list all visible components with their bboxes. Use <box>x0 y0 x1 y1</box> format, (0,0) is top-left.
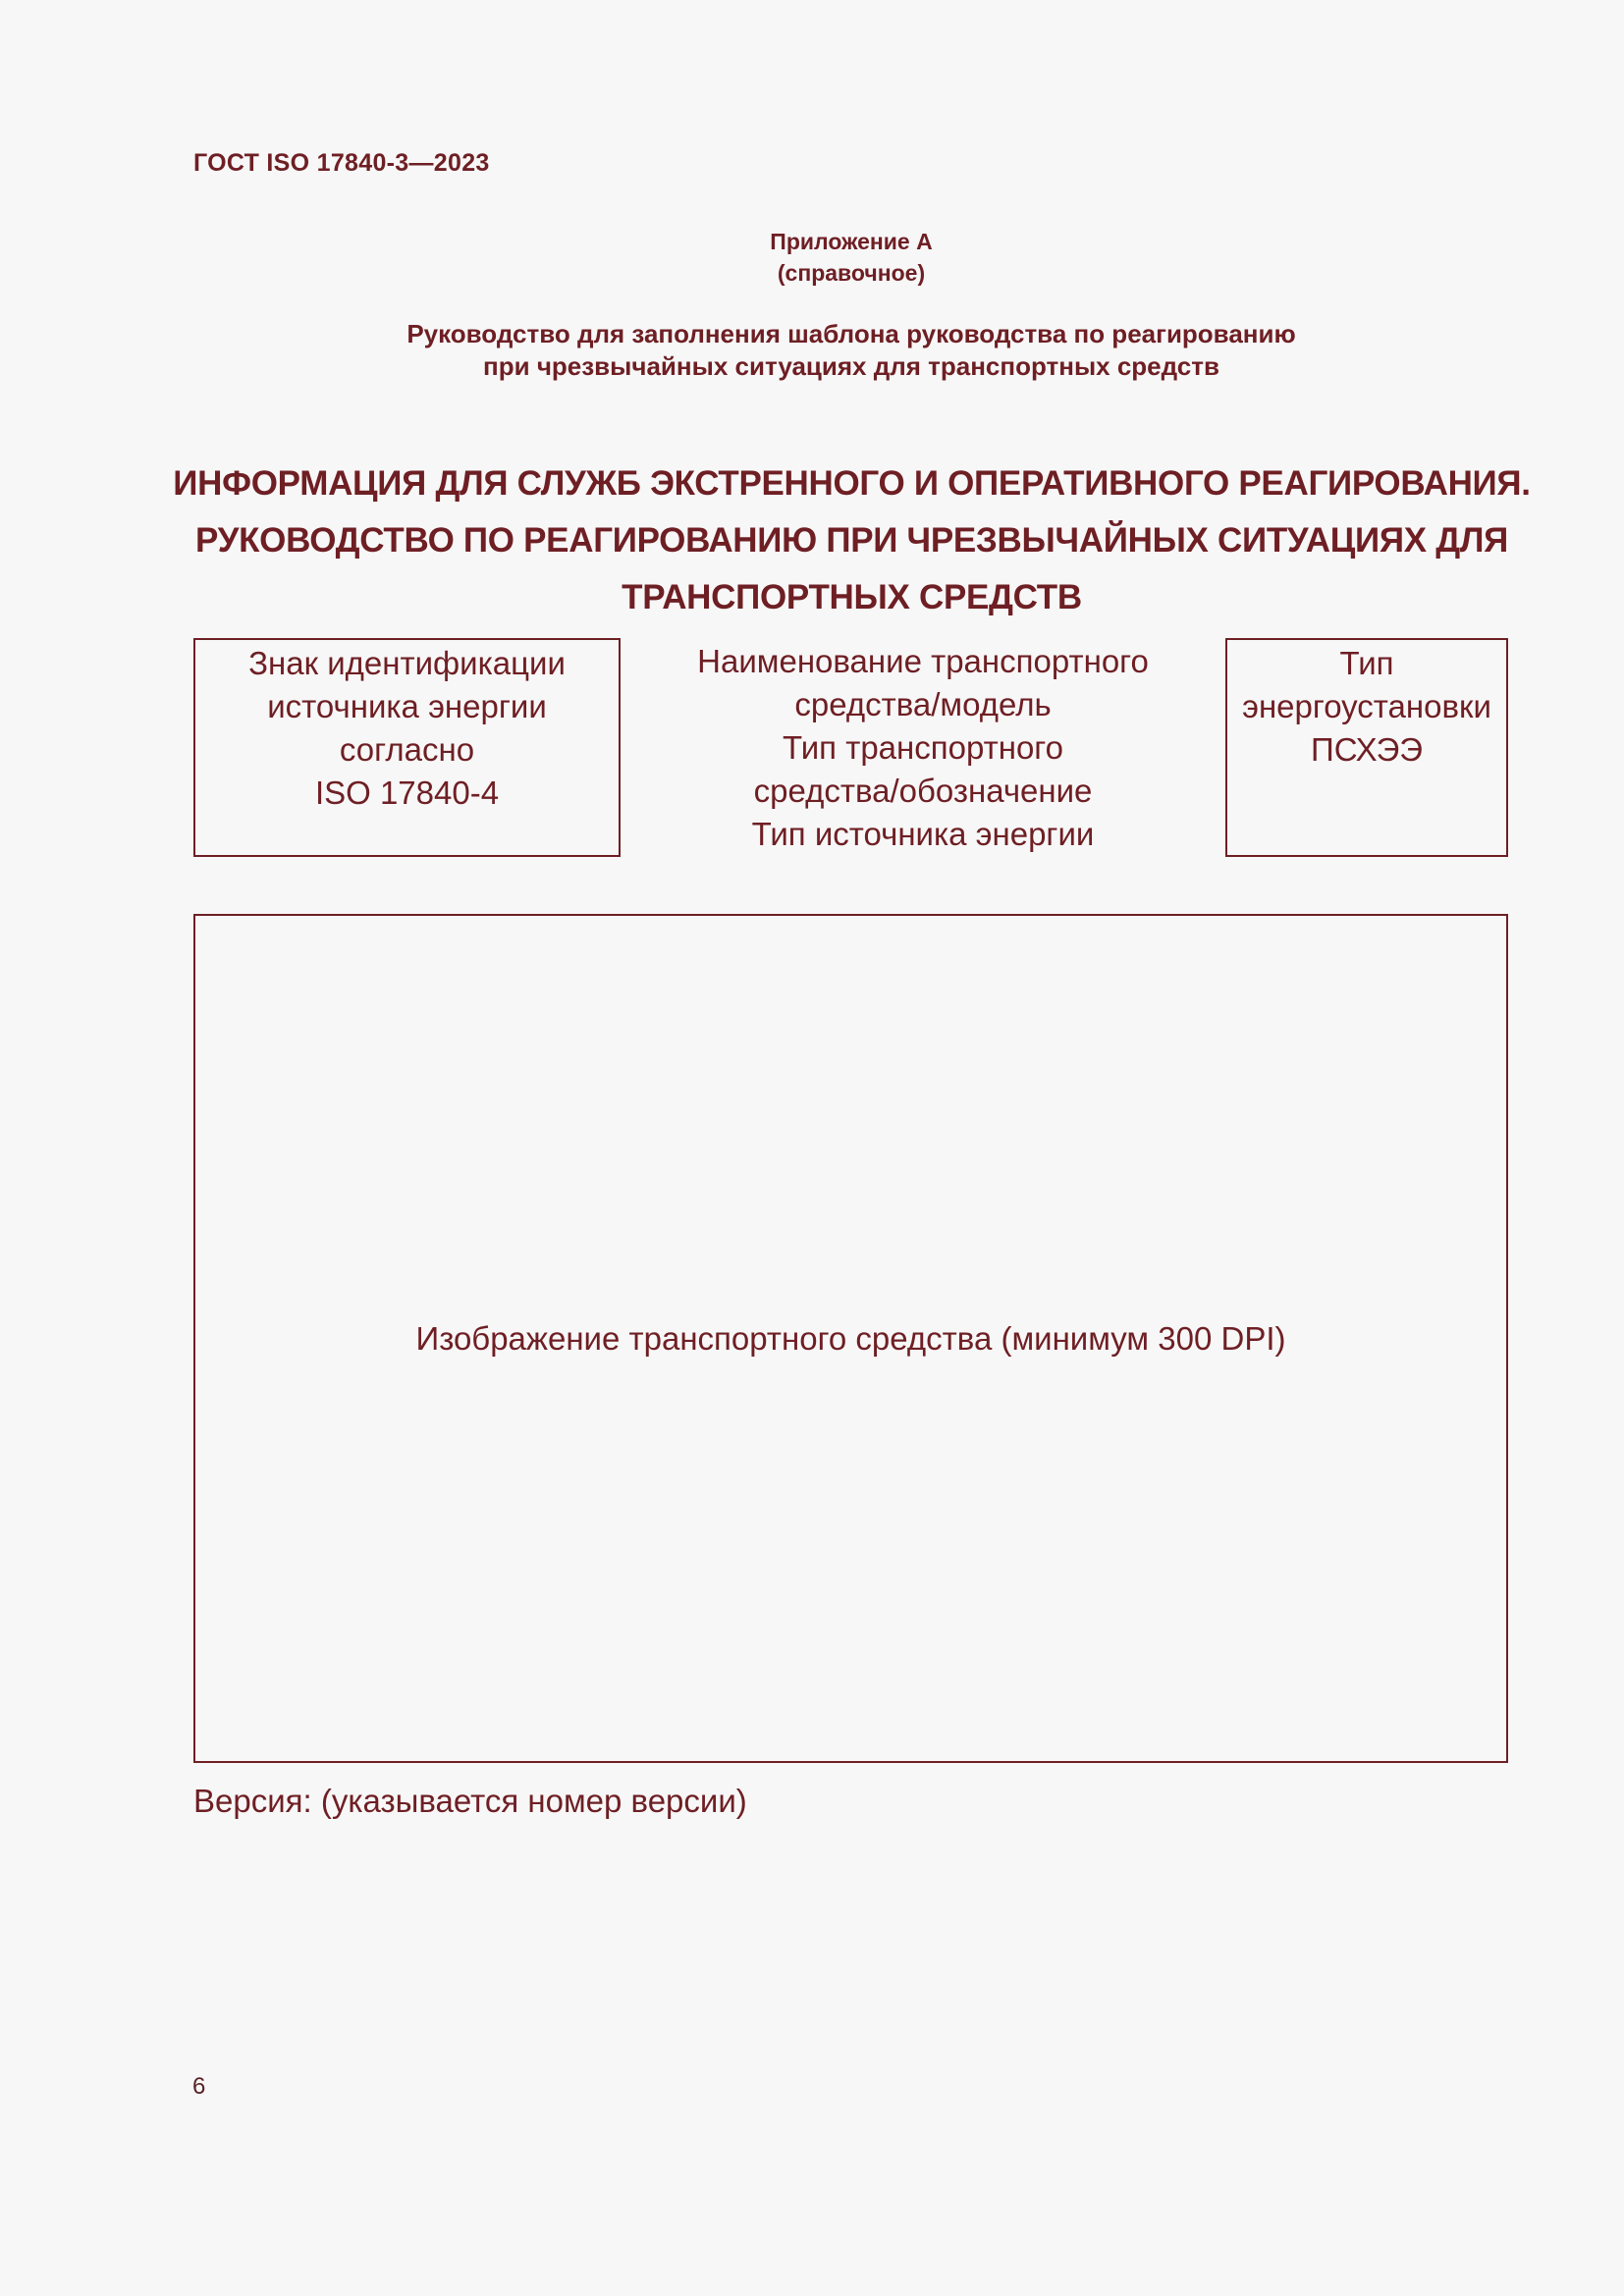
vehicle-info-line: средства/обозначение <box>753 773 1093 809</box>
energy-id-line: ISO 17840-4 <box>314 774 500 811</box>
energy-id-line: источника энергии <box>267 688 547 724</box>
power-plant-line: ПСХЭЭ <box>1310 731 1424 768</box>
annex-type: (справочное) <box>777 260 926 286</box>
guide-title-line-1: Руководство для заполнения шаблона руководства по реагированию <box>406 319 1296 348</box>
energy-id-line: согласно <box>339 731 475 768</box>
energy-id-line: Знак идентификации <box>248 645 566 681</box>
power-plant-box <box>1225 638 1508 857</box>
main-heading <box>167 455 1537 626</box>
main-heading-line-1: ИНФОРМАЦИЯ ДЛЯ СЛУЖБ ЭКСТРЕННОГО И ОПЕРАТИВНОГО РЕАГИРОВАНИЯ. <box>173 464 1531 503</box>
power-plant-line: энергоустановки <box>1242 688 1491 724</box>
guide-title <box>0 318 1624 383</box>
power-plant-line: Тип <box>1339 645 1394 681</box>
guide-title-line-2: при чрезвычайных ситуациях для транспортных средств <box>483 351 1219 381</box>
main-heading-line-3: ТРАНСПОРТНЫХ СРЕДСТВ <box>622 578 1082 616</box>
vehicle-image-caption: Изображение транспортного средства (минимум 300 DPI) <box>415 1319 1286 1357</box>
vehicle-info-line: Тип транспортного <box>783 729 1063 766</box>
version-line: Версия: (указывается номер версии) <box>193 1783 747 1819</box>
vehicle-image-placeholder <box>193 914 1508 1763</box>
page-number: 6 <box>192 2073 206 2100</box>
main-heading-line-2: РУКОВОДСТВО ПО РЕАГИРОВАНИЮ ПРИ ЧРЕЗВЫЧАЙНЫХ СИТУАЦИЯХ ДЛЯ <box>195 521 1508 560</box>
vehicle-info-line: средства/модель <box>794 686 1052 722</box>
vehicle-info-line: Наименование транспортного <box>697 643 1149 679</box>
energy-id-sign-box <box>193 638 621 857</box>
vehicle-info-block <box>628 638 1218 859</box>
annex-heading <box>0 226 1624 289</box>
annex-title: Приложение А <box>770 229 933 254</box>
document-code: ГОСТ ISO 17840-3—2023 <box>193 149 490 177</box>
vehicle-info-line: Тип источника энергии <box>751 816 1095 852</box>
